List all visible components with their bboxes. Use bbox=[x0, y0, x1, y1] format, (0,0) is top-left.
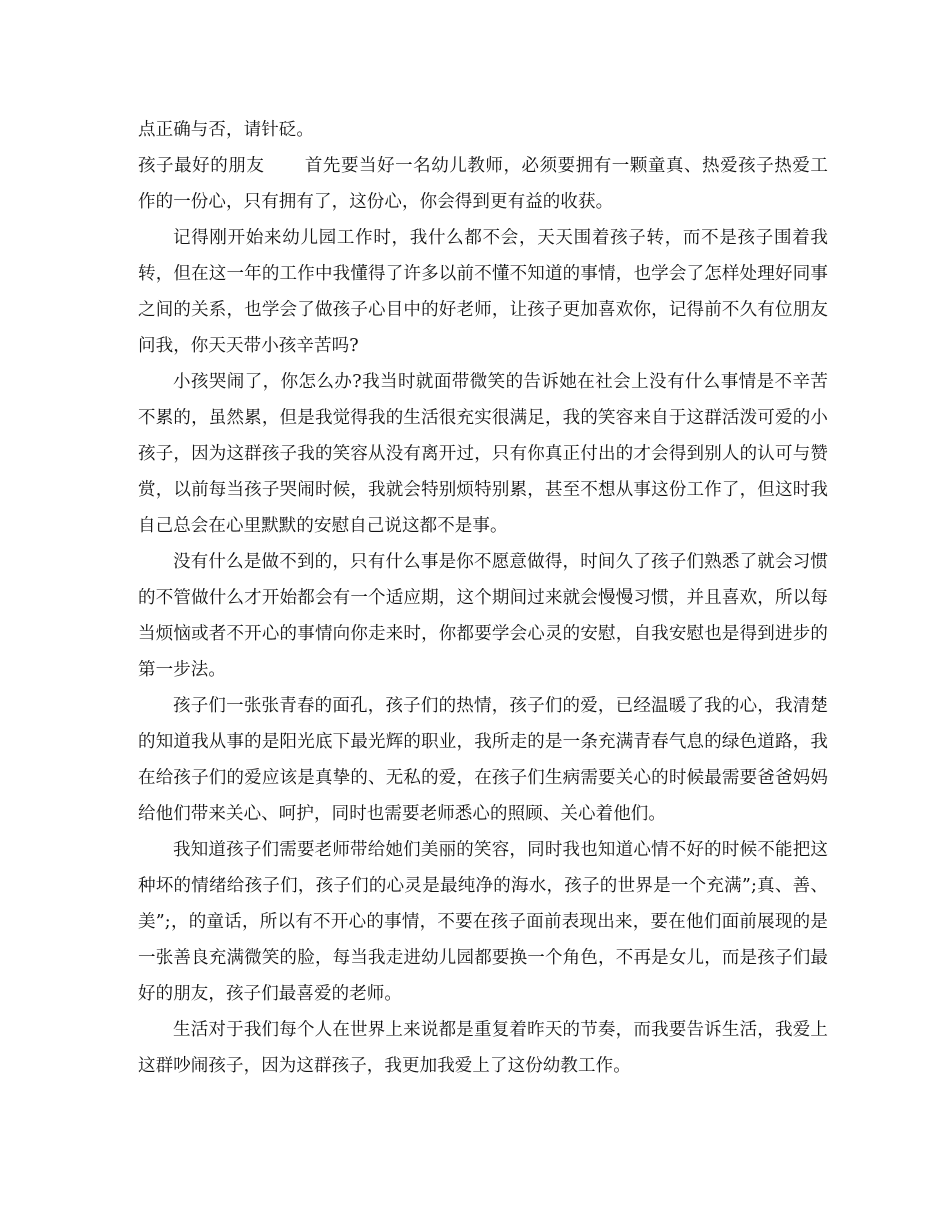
paragraph-text: 小孩哭闹了，你怎么办?我当时就面带微笑的告诉她在社会上没有什么事情是不辛苦不累的，虽然累，但是我觉得我的生活很充实很满足，我的笑容来自于这群活泼可爱的小孩子，因为这群孩子我的笑容从没有离开过，只有你真正付出的才会得到别人的认可与赞赏，以前每当孩子哭闹时候，我就会特别烦特别累，甚至不想从事这份工作了，但这时我自己总会在心里默默的安慰自己说这都不是事。 bbox=[138, 372, 828, 536]
paragraph-text: 孩子们一张张青春的面孔，孩子们的热情，孩子们的爱，已经温暖了我的心，我清楚的知道我从事的是阳光底下最光辉的职业，我所走的是一条充满青春气息的绿色道路，我在给孩子们的爱应该是真挚的、无私的爱，在孩子们生病需要关心的时候最需要爸爸妈妈给他们带来关心、呵护，同时也需要老师悉心的照顾、关心着他们。 bbox=[138, 696, 828, 824]
paragraph-text: 点正确与否，请针砭。 bbox=[138, 120, 314, 140]
paragraph-text: 我知道孩子们需要老师带给她们美丽的笑容，同时我也知道心情不好的时候不能把这种坏的情绪给孩子们，孩子们的心灵是最纯净的海水，孩子的世界是一个充满”;真、善、美”;，的童话，所以有不开心的事情，不要在孩子面前表现出来，要在他们面前展现的是一张善良充满微笑的脸，每当我走进幼儿园都要换一个角色，不再是女儿，而是孩子们最好的朋友，孩子们最喜爱的老师。 bbox=[138, 840, 828, 1004]
paragraph-1 bbox=[138, 112, 828, 148]
paragraph-text: 首先要当好一名幼儿教师，必须要拥有一颗童真、热爱孩子热爱工作的一份心，只有拥有了，这份心，你会得到更有益的收获。 bbox=[138, 156, 828, 212]
paragraph-text: 没有什么是做不到的，只有什么事是你不愿意做得，时间久了孩子们熟悉了就会习惯的不管做什么才开始都会有一个适应期，这个期间过来就会慢慢习惯，并且喜欢，所以每当烦恼或者不开心的事情向你走来时，你都要学会心灵的安慰，自我安慰也是得到进步的第一步法。 bbox=[138, 552, 828, 680]
paragraph-2 bbox=[138, 148, 828, 220]
document-body bbox=[138, 112, 828, 1084]
paragraph-text: 生活对于我们每个人在世界上来说都是重复着昨天的节奏，而我要告诉生活，我爱上这群吵闹孩子，因为这群孩子，我更加我爱上了这份幼教工作。 bbox=[138, 1020, 828, 1076]
paragraph-4 bbox=[138, 364, 828, 544]
paragraph-6 bbox=[138, 688, 828, 832]
paragraph-7 bbox=[138, 832, 828, 1012]
paragraph-8 bbox=[138, 1012, 828, 1084]
paragraph-text: 记得刚开始来幼儿园工作时，我什么都不会，天天围着孩子转，而不是孩子围着我转，但在这一年的工作中我懂得了许多以前不懂不知道的事情，也学会了怎样处理好同事之间的关系，也学会了做孩子心目中的好老师，让孩子更加喜欢你，记得前不久有位朋友问我，你天天带小孩辛苦吗? bbox=[138, 228, 828, 356]
paragraph-5 bbox=[138, 544, 828, 688]
section-heading: 孩子最好的朋友 bbox=[138, 156, 265, 176]
paragraph-3 bbox=[138, 220, 828, 364]
